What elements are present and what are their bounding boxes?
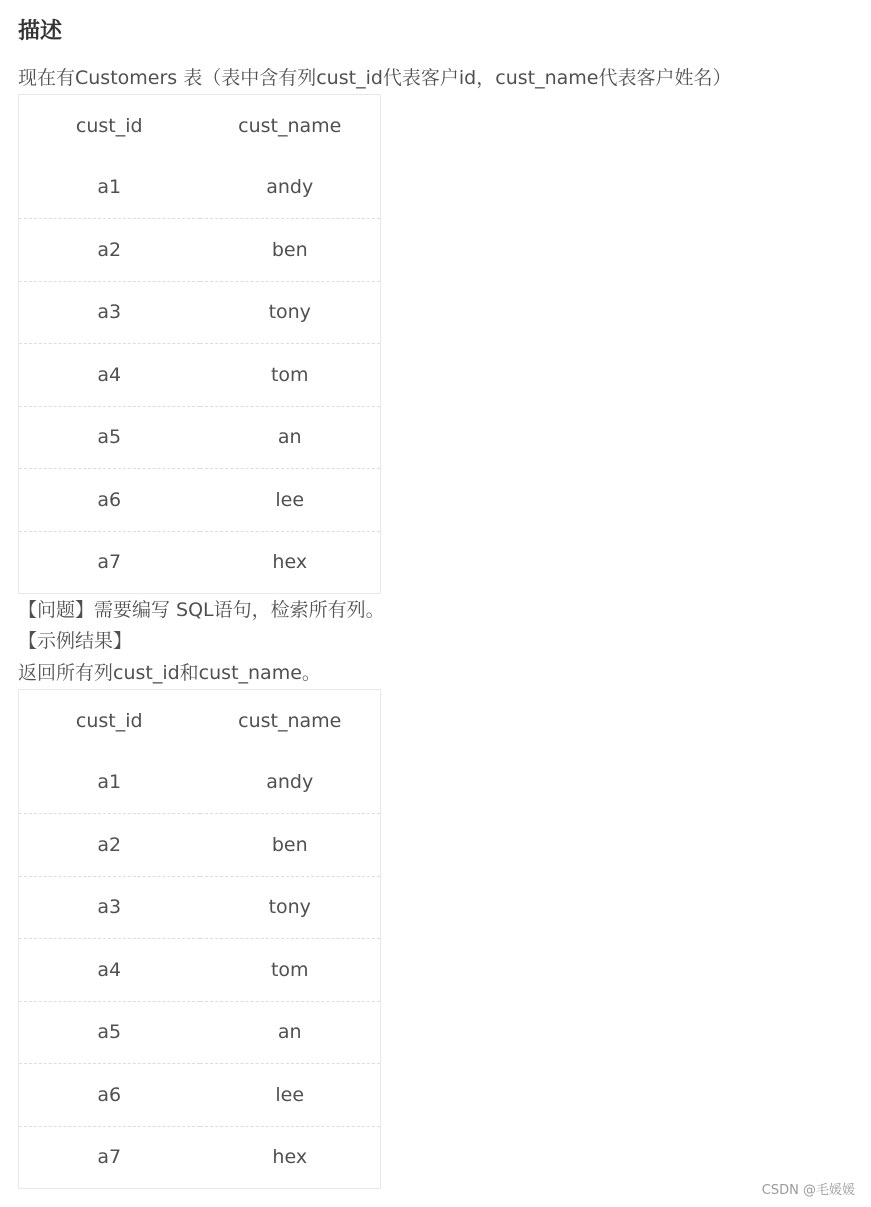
question-text: 【问题】需要编写 SQL语句，检索所有列。 [18, 599, 385, 621]
column-header: cust_id [75, 709, 143, 732]
table-cell: a7 [19, 531, 200, 594]
table-cell: an [200, 1001, 381, 1064]
table-cell: andy [266, 176, 314, 199]
table-cell: a7 [19, 1126, 200, 1189]
table-cell: ben [200, 814, 381, 877]
intro-text: 现在有Customers 表（表中含有列cust_id代表客户id，cust_name代表客户姓名） [18, 67, 732, 89]
table-cell: lee [200, 469, 381, 532]
table-row [19, 281, 381, 344]
table-cell: a2 [19, 814, 200, 877]
return-text: 返回所有列cust_id和cust_name。 [18, 662, 321, 684]
table-row [19, 157, 381, 219]
table-cell: lee [200, 1064, 381, 1127]
example-title: 【示例结果】 [18, 630, 133, 652]
table-row [19, 814, 381, 877]
table-cell: a6 [19, 1064, 200, 1127]
table-row [19, 219, 381, 282]
table-cell: a5 [19, 406, 200, 469]
table-row [19, 406, 381, 469]
table-cell: a4 [19, 939, 200, 1002]
table-cell: a1 [97, 176, 122, 199]
table-row [19, 939, 381, 1002]
table-cell: tony [200, 876, 381, 939]
table-cell: hex [200, 531, 381, 594]
table-row [19, 531, 381, 594]
table-header-row [19, 690, 381, 752]
table-cell: tom [200, 344, 381, 407]
column-header: cust_name [238, 114, 342, 137]
table-cell: a5 [19, 1001, 200, 1064]
table-cell: a3 [19, 281, 200, 344]
table-header-row [19, 95, 381, 157]
table-row [19, 1001, 381, 1064]
table-row [19, 752, 381, 814]
table-cell: ben [200, 219, 381, 282]
column-header: cust_name [238, 709, 342, 732]
column-header: cust_id [75, 114, 143, 137]
table-cell: andy [266, 771, 314, 794]
result-table [18, 689, 381, 1189]
table-cell: a1 [97, 771, 122, 794]
table-row [19, 344, 381, 407]
customers-table [18, 94, 381, 594]
table-cell: an [200, 406, 381, 469]
table-cell: tony [200, 281, 381, 344]
table-cell: a3 [19, 876, 200, 939]
table-cell: a4 [19, 344, 200, 407]
table-cell: a2 [19, 219, 200, 282]
section-heading: 描述 [18, 19, 63, 44]
table-cell: a6 [19, 469, 200, 532]
table-cell: tom [200, 939, 381, 1002]
watermark: CSDN @毛媛媛 [761, 1183, 855, 1198]
table-row [19, 469, 381, 532]
table-cell: hex [200, 1126, 381, 1189]
table-row [19, 1126, 381, 1189]
table-row [19, 876, 381, 939]
table-row [19, 1064, 381, 1127]
